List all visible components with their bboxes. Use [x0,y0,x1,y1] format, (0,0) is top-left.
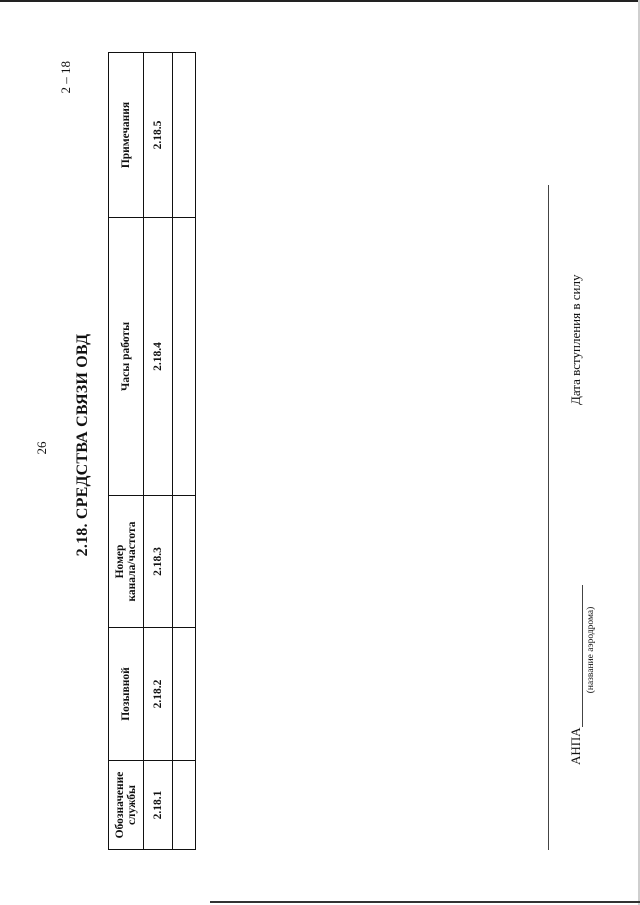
code-remarks: 2.18.5 [144,53,173,218]
section-code: 2 – 18 [58,61,73,94]
aerodrome-caption: (название аэродрома) [586,606,596,694]
header-channel-line1: Номер [114,544,126,579]
code-service: 2.18.1 [144,761,173,850]
blank-row [173,53,196,850]
aerodrome-name-line [582,585,583,727]
blank-cell [173,218,196,496]
code-channel: 2.18.3 [144,496,173,628]
footer-divider [548,185,549,850]
header-channel-line2: канала/частота [126,521,138,602]
header-callsign: Позывной [109,628,144,761]
header-remarks: Примечания [109,53,144,218]
effective-date-label: Дата вступления в силу [568,274,583,405]
header-hours: Часы работы [109,218,144,496]
code-hours: 2.18.4 [144,218,173,496]
section-title: 2.18. СРЕДСТВА СВЯЗИ ОВД [74,333,91,557]
code-callsign: 2.18.2 [144,628,173,761]
page-number: 26 [34,441,49,455]
blank-cell [173,628,196,761]
atc-communications-table [108,52,196,850]
blank-cell [173,761,196,850]
header-row [109,53,144,850]
code-row [144,53,173,850]
blank-cell [173,53,196,218]
aip-label: АНПА [568,727,583,765]
header-service: Обозначение службы [109,761,144,850]
header-channel [109,496,144,628]
blank-cell [173,496,196,628]
